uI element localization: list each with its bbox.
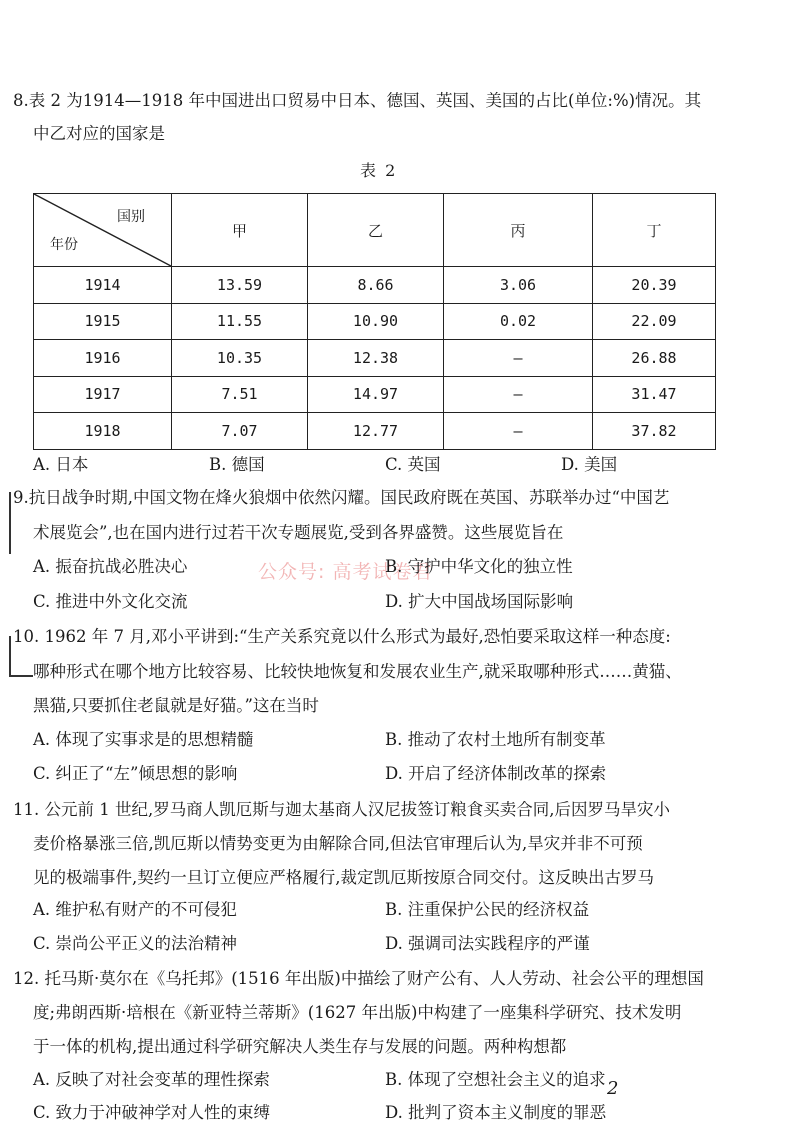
table-header-row — [34, 194, 716, 267]
year-cell: 1918 — [34, 413, 172, 450]
q8-option-c[interactable]: C. 英国 — [385, 455, 441, 474]
q9-option-d[interactable]: D. 扩大中国战场国际影响 — [385, 592, 574, 611]
q10-option-a[interactable]: A. 体现了实事求是的思想精髓 — [33, 730, 254, 749]
q12-stem-line3: 于一体的机构,提出通过科学研究解决人类生存与发展的问题。两种构想都 — [33, 1037, 567, 1056]
value-cell: 12.77 — [308, 413, 444, 450]
margin-mark — [9, 492, 11, 554]
q9-stem-line1: 9.抗日战争时期,中国文物在烽火狼烟中依然闪耀。国民政府既在英国、苏联举办过“中国艺 — [13, 488, 670, 507]
column-header: 丁 — [593, 194, 716, 267]
column-header: 乙 — [308, 194, 444, 267]
page-number: 2 — [607, 1078, 619, 1099]
q8-stem-line1: 8.表 2 为1914—1918 年中国进出口贸易中日本、德国、英国、美国的占比(单位:%)情况。其 — [13, 91, 702, 110]
q10-stem-line1: 10. 1962 年 7 月,邓小平讲到:“生产关系究竟以什么形式为最好,恐怕要采取这样一种态度: — [13, 627, 671, 646]
value-cell: 0.02 — [444, 303, 593, 340]
q11-option-c[interactable]: C. 崇尚公平正义的法治精神 — [33, 934, 238, 953]
diagonal-line — [34, 194, 171, 266]
value-cell: 26.88 — [593, 340, 716, 377]
value-cell: 22.09 — [593, 303, 716, 340]
q8-option-a[interactable]: A. 日本 — [33, 455, 89, 474]
value-cell: 31.47 — [593, 376, 716, 413]
watermark-text: 公众号: 高考试卷君 — [258, 561, 433, 583]
q12-stem-line2: 度;弗朗西斯·培根在《新亚特兰蒂斯》(1627 年出版)中构建了一座集科学研究、技术发明 — [33, 1003, 682, 1022]
value-cell: 20.39 — [593, 267, 716, 304]
q9-option-c[interactable]: C. 推进中外文化交流 — [33, 592, 188, 611]
value-cell: 10.90 — [308, 303, 444, 340]
q10-option-b[interactable]: B. 推动了农村土地所有制变革 — [385, 730, 606, 749]
q11-stem-line2: 麦价格暴涨三倍,凯厄斯以情势变更为由解除合同,但法官审理后认为,旱灾并非不可预 — [33, 834, 643, 853]
diagonal-header-cell — [34, 194, 172, 267]
table-row — [34, 340, 716, 377]
column-header: 丙 — [444, 194, 593, 267]
value-cell: — — [444, 376, 593, 413]
q12-stem-line1: 12. 托马斯·莫尔在《乌托邦》(1516 年出版)中描绘了财产公有、人人劳动、社会公平的理想国 — [13, 969, 704, 988]
table-row — [34, 267, 716, 304]
q8-option-b[interactable]: B. 德国 — [209, 455, 265, 474]
value-cell: 8.66 — [308, 267, 444, 304]
q11-option-b[interactable]: B. 注重保护公民的经济权益 — [385, 900, 590, 919]
table-row — [34, 376, 716, 413]
value-cell: — — [444, 413, 593, 450]
table-row — [34, 303, 716, 340]
q10-stem-line2: 哪种形式在哪个地方比较容易、比较快地恢复和发展农业生产,就采取哪种形式……黄猫、 — [33, 662, 682, 681]
value-cell: 37.82 — [593, 413, 716, 450]
column-header: 甲 — [172, 194, 308, 267]
q12-option-d[interactable]: D. 批判了资本主义制度的罪恶 — [385, 1103, 607, 1122]
q12-option-c[interactable]: C. 致力于冲破神学对人性的束缚 — [33, 1103, 271, 1122]
year-cell: 1915 — [34, 303, 172, 340]
value-cell: 11.55 — [172, 303, 308, 340]
year-cell: 1917 — [34, 376, 172, 413]
header-year-label: 年份 — [50, 237, 78, 253]
q10-option-c[interactable]: C. 纠正了“左”倾思想的影响 — [33, 764, 238, 783]
table-caption: 表 2 — [360, 161, 398, 180]
q12-option-b[interactable]: B. 体现了空想社会主义的追求 — [385, 1070, 606, 1089]
q8-option-d[interactable]: D. 美国 — [561, 455, 618, 474]
table-row — [34, 413, 716, 450]
q12-option-a[interactable]: A. 反映了对社会变革的理性探索 — [33, 1070, 270, 1089]
value-cell: — — [444, 340, 593, 377]
margin-mark — [9, 636, 11, 676]
value-cell: 3.06 — [444, 267, 593, 304]
q11-option-d[interactable]: D. 强调司法实践程序的严谨 — [385, 934, 590, 953]
header-country-label: 国别 — [117, 209, 145, 225]
value-cell: 13.59 — [172, 267, 308, 304]
year-cell: 1914 — [34, 267, 172, 304]
value-cell: 12.38 — [308, 340, 444, 377]
q10-option-d[interactable]: D. 开启了经济体制改革的探索 — [385, 764, 607, 783]
q11-option-a[interactable]: A. 维护私有财产的不可侵犯 — [33, 900, 237, 919]
q11-stem-line1: 11. 公元前 1 世纪,罗马商人凯厄斯与迦太基商人汉尼拔签订粮食买卖合同,后因罗马旱灾小 — [13, 800, 670, 819]
q9-option-a[interactable]: A. 振奋抗战必胜决心 — [33, 557, 188, 576]
q8-stem-line2: 中乙对应的国家是 — [33, 124, 165, 143]
q9-option-b[interactable]: B. 守护中华文化的独立性 — [385, 557, 573, 576]
value-cell: 7.51 — [172, 376, 308, 413]
trade-share-table — [33, 193, 716, 450]
year-cell: 1916 — [34, 340, 172, 377]
value-cell: 14.97 — [308, 376, 444, 413]
margin-mark — [9, 675, 33, 677]
value-cell: 7.07 — [172, 413, 308, 450]
q10-stem-line3: 黑猫,只要抓住老鼠就是好猫。”这在当时 — [33, 696, 319, 715]
q9-stem-line2: 术展览会”,也在国内进行过若干次专题展览,受到各界盛赞。这些展览旨在 — [33, 523, 564, 542]
value-cell: 10.35 — [172, 340, 308, 377]
q11-stem-line3: 见的极端事件,契约一旦订立便应严格履行,裁定凯厄斯按原合同交付。这反映出古罗马 — [33, 868, 654, 887]
